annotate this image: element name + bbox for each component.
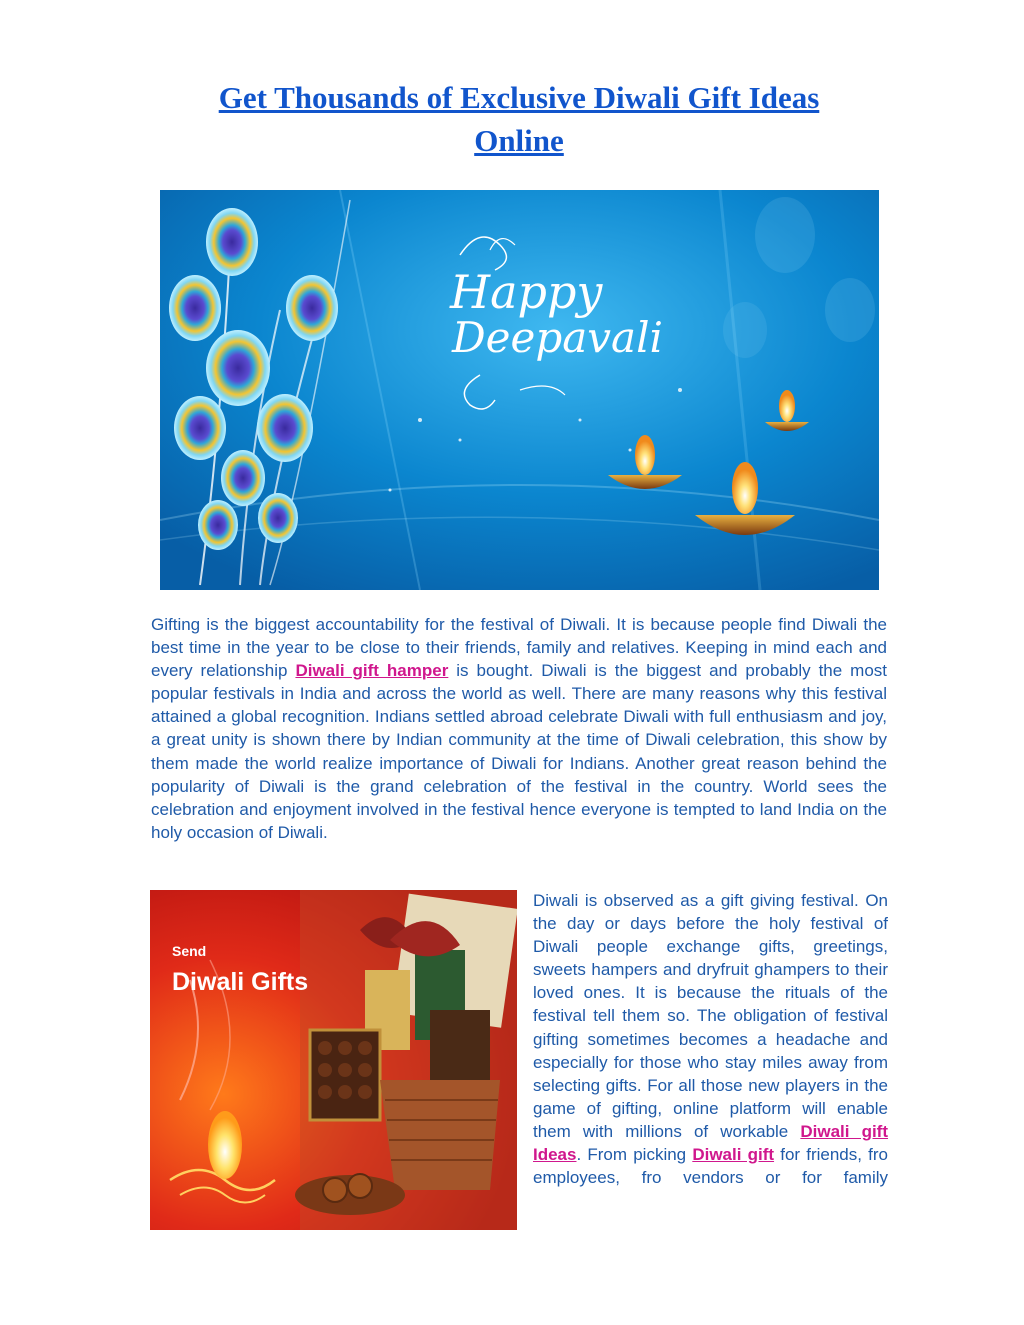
diwali-gifts-heading: Diwali Gifts — [172, 968, 309, 996]
gift-text-1: Diwali is observed as a gift giving festival. On the day or days before the holy festival of Diwali people exchange gifts, greetings, sweets hampers and dryfruit ghampers to their loved ones. It is because the rituals of the festival tell them so. The obligation of festival gifting sometimes becomes a headache and especially for those who stay miles away from selecting gifts. For all those new players in the game of gifting, online platform will enable them with millions of workable — [533, 891, 888, 1141]
diwali-gift-link[interactable]: Diwali gift — [692, 1145, 775, 1165]
title-line-2: Online — [474, 123, 564, 158]
happy-deepavali-banner — [160, 190, 879, 590]
gift-text-2: . From picking — [576, 1145, 693, 1165]
intro-paragraph — [151, 613, 887, 844]
title-line-1: Get Thousands of Exclusive Diwali Gift Ideas — [218, 80, 820, 115]
gift-ideas-paragraph — [533, 889, 888, 1189]
intro-text-1: Gifting is the biggest accountability for the festival of Diwali. It is because people find Diwali the best time in the year to be close to their friends, family and relatives. Keeping in mind each and every relationship — [151, 615, 887, 681]
diwali-gift-ideas-link[interactable]: Diwali gift Ideas — [533, 1121, 889, 1165]
diwali-gift-hamper-link[interactable]: Diwali gift hamper — [295, 661, 449, 681]
send-label: Send — [172, 943, 207, 959]
gift-text-3: for friends, fro employees, fro vendors or for family — [533, 1145, 888, 1188]
page-title — [150, 76, 888, 162]
greeting-line-1: Happy — [450, 265, 603, 319]
send-diwali-gifts-image — [150, 890, 517, 1230]
greeting-line-2: Deepavali — [452, 313, 663, 362]
intro-text-2: is bought. Diwali is the biggest and probably the most popular festivals in India and across the world as well. There are many reasons why this festival attained a global recognition. Indians settled abroad celebrate Diwali with full enthusiasm and joy, a great unity is shown there by Indian community at the time of Diwali celebration, this show by them made the world realize importance of Diwali for Indians. Another great reason behind the popularity of Diwali is the grand celebration of the festival in the country. World sees the celebration and enjoyment involved in the festival hence everyone is tempted to land India on the holy occasion of Diwali. — [151, 661, 888, 842]
diya-flame-icon — [208, 1111, 242, 1179]
